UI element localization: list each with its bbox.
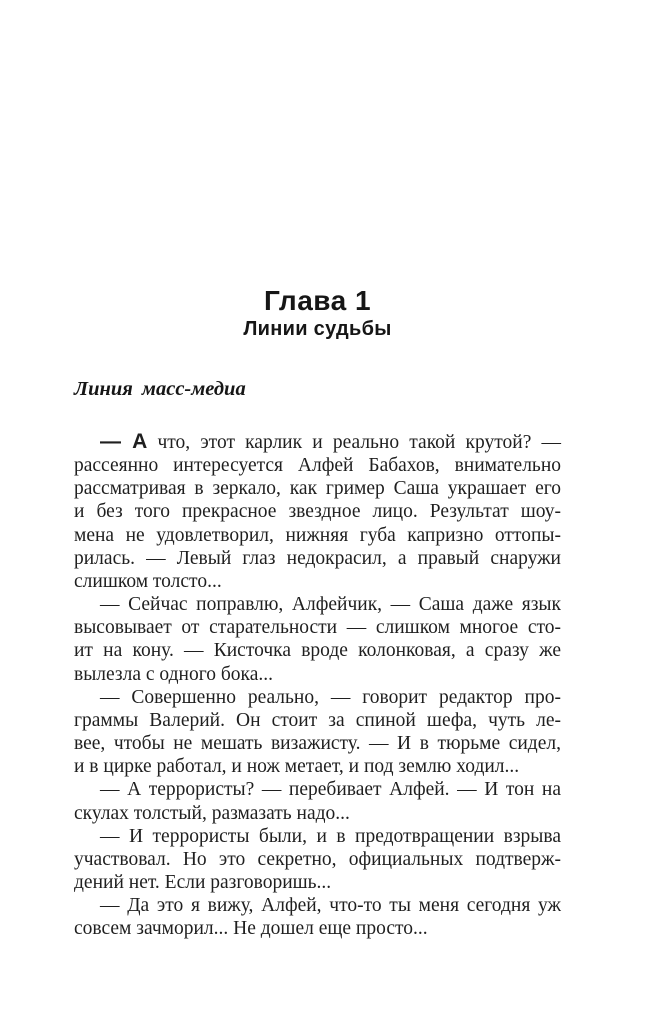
text-line: слишком толсто... bbox=[74, 570, 222, 592]
text-line: — А что, этот карлик и реально такой крутой? — bbox=[100, 430, 562, 453]
body-text bbox=[74, 430, 561, 940]
chapter-title: Глава 1 bbox=[263, 285, 372, 316]
text-line: и без того прекрасное звездное лицо. Результат шоу- bbox=[74, 501, 561, 523]
paragraph-lead: — А bbox=[100, 430, 148, 453]
text-line: вылезла с одного бока... bbox=[74, 663, 273, 685]
text-line: рассматривая в зеркало, как гример Саша украшает его bbox=[74, 478, 561, 500]
text-line: — И террористы были, и в предотвращении взрыва bbox=[100, 825, 561, 847]
paragraph bbox=[74, 825, 561, 894]
paragraph bbox=[74, 593, 561, 686]
text-line: участвовал. Но это секретно, официальных подтверж- bbox=[74, 848, 561, 870]
page-content bbox=[74, 0, 561, 940]
paragraph bbox=[74, 894, 561, 940]
text-line: дений нет. Если разговоришь... bbox=[74, 871, 332, 893]
text-line: — А террористы? — перебивает Алфей. — И тон на bbox=[100, 779, 561, 801]
text-line: вее, чтобы не мешать визажисту. — И в тюрьме сидел, bbox=[74, 733, 561, 755]
text-line: мена не удовлетворил, нижняя губа капризно оттопы- bbox=[74, 524, 561, 546]
text-line: рассеянно интересуется Алфей Бабахов, внимательно bbox=[74, 455, 561, 477]
text-line: совсем зачморил... Не дошел еще просто... bbox=[74, 918, 428, 940]
text-line: рилась. — Левый глаз недокрасил, а правый снаружи bbox=[74, 547, 561, 569]
paragraph bbox=[74, 686, 561, 779]
text-line: и в цирке работал, и нож метает, и под землю ходил... bbox=[74, 756, 520, 778]
text-line: — Совершенно реально, — говорит редактор про- bbox=[100, 686, 561, 708]
paragraph bbox=[74, 778, 561, 824]
text-line: — Да это я вижу, Алфей, что-то ты меня сегодня уж bbox=[100, 895, 561, 917]
text-line: — Сейчас поправлю, Алфейчик, — Саша даже язык bbox=[100, 594, 561, 616]
paragraph bbox=[74, 430, 561, 593]
section-heading: Линия масс-медиа bbox=[74, 378, 246, 400]
text-line: ит на кону. — Кисточка вроде колонковая, а сразу же bbox=[74, 640, 561, 662]
text-line: граммы Валерий. Он стоит за спиной шефа, чуть ле- bbox=[74, 709, 561, 731]
chapter-subtitle: Линии судьбы bbox=[243, 318, 392, 340]
text-line: высовывает от старательности — слишком многое сто- bbox=[74, 617, 561, 639]
text-line: скулах толстый, размазать надо... bbox=[74, 802, 350, 824]
